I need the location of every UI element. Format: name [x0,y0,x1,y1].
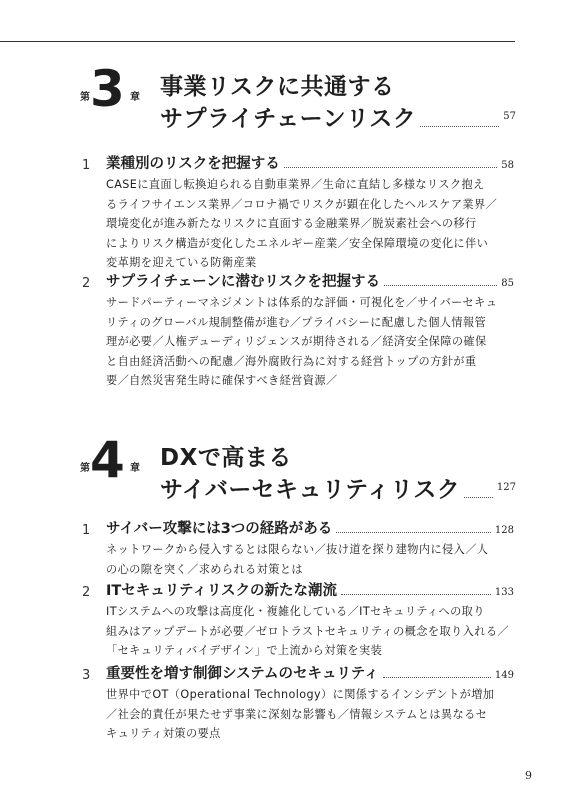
chapter-label-prefix: 第 [80,92,90,103]
summary-line: の心の隙を突く／求められる対策とは [106,562,303,576]
top-rule [0,41,515,42]
section-summary [106,685,514,744]
summary-line: 組みはアップデートが必要／ゼロトラストセキュリティの概念を取り入れる／ [106,624,509,638]
section-page-number: 58 [501,160,514,171]
summary-line: 環境変化が進み新たなリスクに直面する金融業界／脱炭素社会への移行 [106,217,477,230]
section-page-number: 149 [494,670,514,681]
section-page-number: 85 [501,278,514,289]
section-title: 業種別のリスクを把握する [106,156,280,172]
chapter-title-line1: 事業リスクに共通する [160,74,395,100]
summary-line: CASEに直面し転換迫られる自動車業界／生命に直結し多様なリスク抱え [106,178,485,191]
section-summary [106,175,514,273]
summary-line: キュリティ対策の要点 [106,727,221,740]
toc-section [82,153,514,273]
leader-dots [464,497,493,498]
summary-line: るライフサイエンス業界／コロナ禍でリスクが顕在化したヘルスケア業界／ [106,197,498,211]
summary-line: 要／自然災害発生時に確保すべき経営資源／ [106,374,338,387]
chapter-4-heading [76,431,516,511]
summary-line: ／社会的責任が果たせず事業に深刻な影響も／情報システムとは異なるセ [106,707,488,721]
summary-line: 世界中でOT（Operational Technology）に関係するインシデントが増加 [106,688,495,701]
section-title: サプライチェーンに潜むリスクを把握する [106,274,381,290]
section-page-number: 133 [494,587,514,598]
section-page-number: 128 [494,525,514,536]
chapter-title-line2: サイバーセキュリティリスク [160,477,461,503]
leader-dots [284,167,498,168]
section-title: ITセキュリティリスクの新たな潮流 [106,583,338,599]
chapter-number: 3 [90,60,123,118]
chapter-number-block [76,431,156,511]
section-number: 3 [82,668,91,683]
leader-dots [341,594,491,595]
leader-dots [336,532,491,533]
chapter-3-heading [76,60,516,140]
summary-line: リティのグローバル規制整備が進む／プライバシーに配慮した個人情報管 [106,315,487,329]
leader-dots [420,126,499,127]
chapter-page-number: 57 [503,111,516,122]
section-title: 重要性を増す制御システムのセキュリティ [106,666,379,682]
section-summary [106,540,514,579]
chapter-number: 4 [90,431,123,489]
section-number: 2 [82,276,91,291]
section-summary [106,293,514,391]
summary-line: ITシステムへの攻撃は高度化・複雑化している／ITセキュリティへの取り [106,605,485,618]
chapter-title-line1: DXで高まる [160,445,292,471]
section-title: サイバー攻撃には3つの経路がある [106,521,333,537]
chapter-title-line2: サプライチェーンリスク [160,106,417,132]
leader-dots [383,677,491,678]
summary-line: 変革期を迎えている防衛産業 [106,256,257,269]
summary-line: ネットワークから侵入するとは限らない／抜け道を探り建物内に侵入／人 [106,543,489,556]
chapter-label-prefix: 第 [80,463,90,474]
chapter-label-suffix: 章 [130,463,140,474]
chapter-page-number: 127 [496,482,516,493]
section-number: 1 [82,523,91,538]
toc-section [82,580,514,661]
toc-section [82,518,514,579]
chapter-label-suffix: 章 [130,92,140,103]
section-summary [106,602,514,661]
section-number: 1 [82,158,91,173]
summary-line: と自由経済活動への配慮／海外腐敗行為に対する経営トップの方針が重 [106,354,477,368]
toc-section [82,271,514,391]
toc-section [82,663,514,744]
chapter-title [160,72,516,134]
summary-line: によりリスク構造が変化したエネルギー産業／安全保障環境の変化に伴い [106,236,489,250]
chapter-title [160,443,516,505]
page-number: 9 [525,769,532,782]
summary-line: 理が必要／人権デューディリジェンスが期待される／経済安全保障の確保 [106,335,487,348]
section-number: 2 [82,585,91,600]
leader-dots [384,285,497,286]
summary-line: 「セキュリティバイデザイン」で上流から対策を実装 [106,644,383,657]
chapter-number-block [76,60,156,140]
summary-line: サードパーティーマネジメントは体系的な評価・可視化を／サイバーセキュ [106,296,498,309]
